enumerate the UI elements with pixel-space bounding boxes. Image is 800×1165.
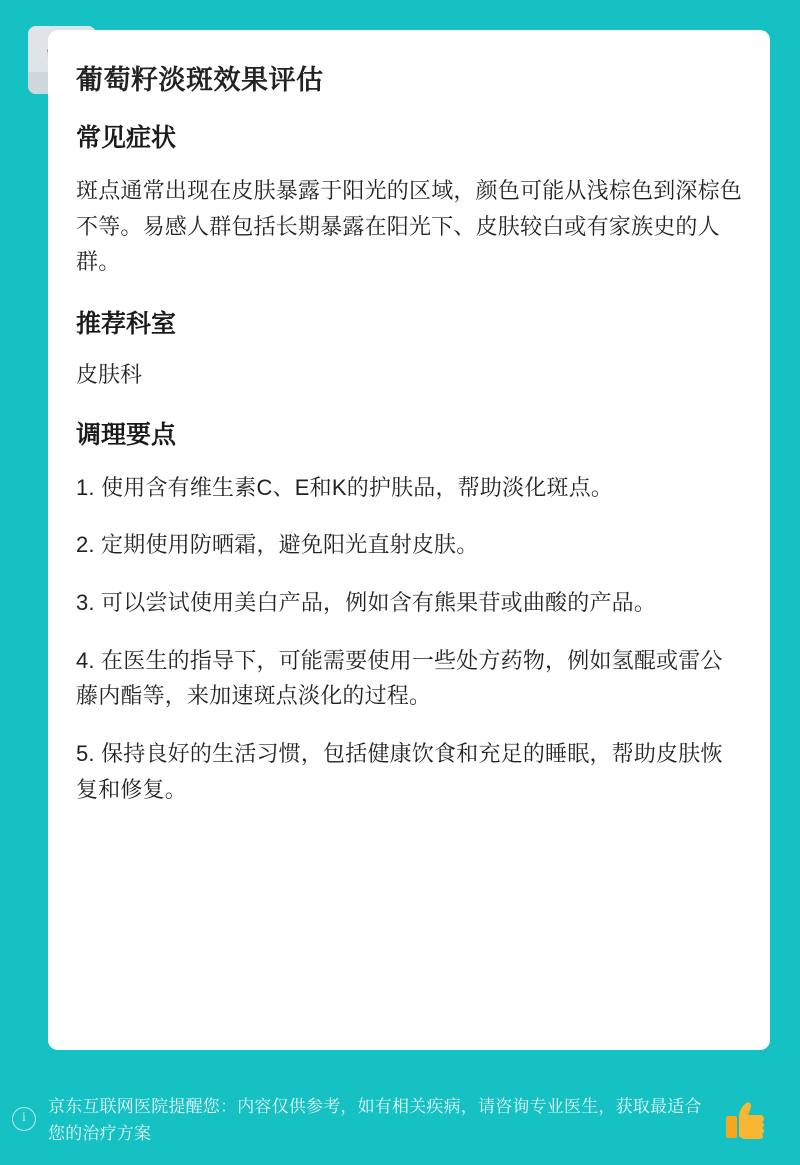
section-text-department: 皮肤科: [76, 362, 143, 388]
thumbs-up-icon[interactable]: [724, 1098, 770, 1142]
footer-disclaimer: 京东互联网医院提醒您：内容仅供参考，如有相关疾病，请咨询专业医生，获取最适合您的治疗方案: [48, 1096, 702, 1143]
care-tips-list: [76, 470, 742, 807]
info-icon: i: [12, 1107, 36, 1131]
section-heading-care-tips: 调理要点: [76, 421, 177, 450]
content-card: [48, 30, 770, 1050]
list-item: 4. 在医生的指导下，可能需要使用一些处方药物，例如氢醌或雷公藤内酯等，来加速斑点淡化的过程。: [76, 647, 723, 709]
section-text-symptoms: 斑点通常出现在皮肤暴露于阳光的区域，颜色可能从浅棕色到深棕色不等。易感人群包括长期暴露在阳光下、皮肤较白或有家族史的人群。: [76, 177, 743, 275]
page-title: 葡萄籽淡斑效果评估: [76, 65, 324, 95]
list-item: 3. 可以尝试使用美白产品，例如含有熊果苷或曲酸的产品。: [76, 590, 657, 616]
section-heading-symptoms: 常见症状: [76, 124, 177, 153]
list-item: 1. 使用含有维生素C、E和K的护肤品，帮助淡化斑点。: [76, 474, 614, 500]
list-item: 2. 定期使用防晒霜，避免阳光直射皮肤。: [76, 532, 479, 558]
section-heading-department: 推荐科室: [76, 309, 177, 338]
footer: [48, 1093, 770, 1147]
list-item: 5. 保持良好的生活习惯，包括健康饮食和充足的睡眠，帮助皮肤恢复和修复。: [76, 740, 723, 802]
